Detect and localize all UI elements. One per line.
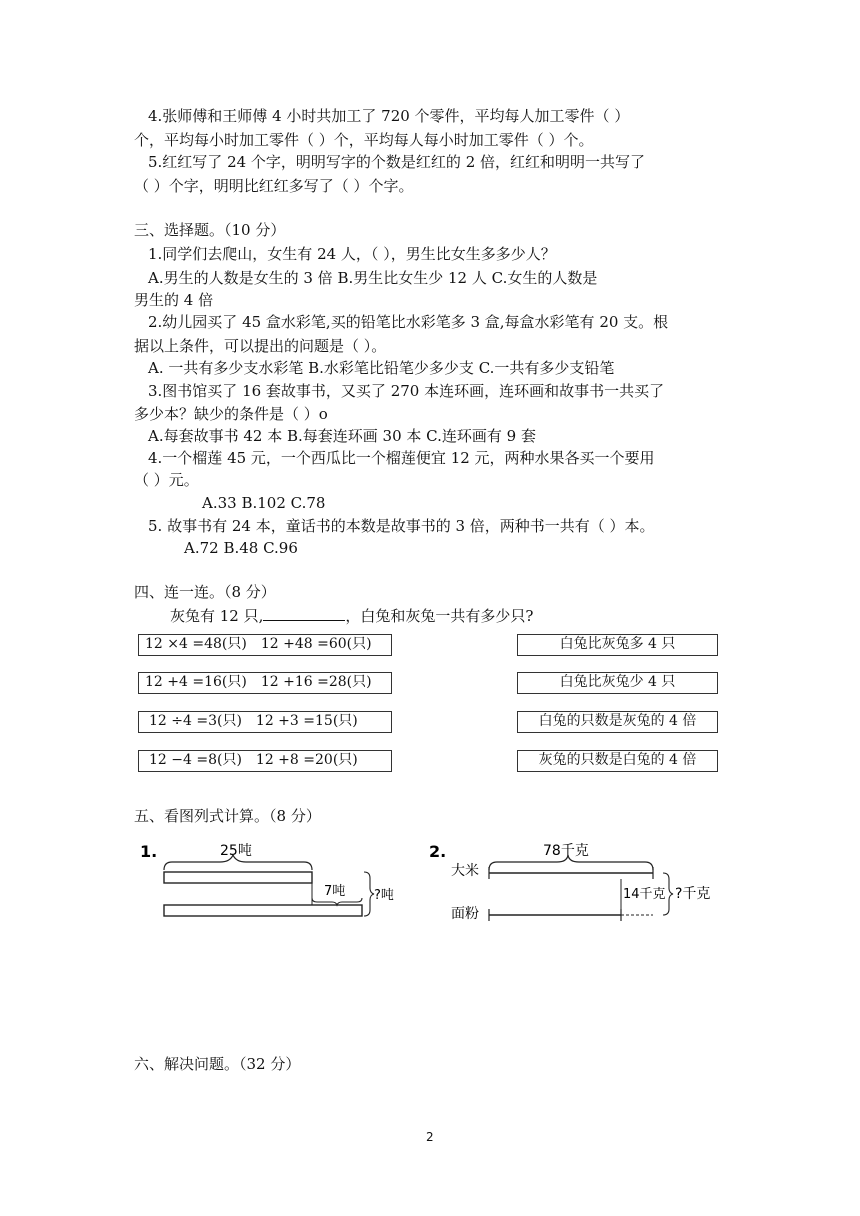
s3-q5-options: A.72 B.48 C.96 — [184, 539, 298, 557]
section4-title: 四、连一连。（8 分） — [134, 583, 276, 601]
diagram-1 — [130, 835, 410, 930]
expr-box-4[interactable] — [138, 750, 392, 772]
section5-title: 五、看图列式计算。（8 分） — [134, 807, 321, 825]
d1-bar-bottom — [164, 905, 362, 916]
d1-number: 1. — [140, 842, 158, 861]
s3-q1: 1.同学们去爬山，女生有 24 人，（ ），男生比女生多多少人？ — [148, 245, 556, 263]
q4-line2: 个，平均每小时加工零件（ ）个，平均每人每小时加工零件（ ）个。 — [134, 131, 594, 149]
expr-box-1[interactable] — [138, 634, 392, 656]
d2-row2-label: 面粉 — [451, 906, 479, 922]
expr-2b: 12 +16 =28(只) — [260, 674, 372, 690]
d1-diff-brace — [312, 898, 362, 905]
s3-q4: 4.一个榴莲 45 元，一个西瓜比一个榴莲便宜 12 元，两种水果各买一个要用 — [148, 449, 655, 467]
expr-box-3[interactable] — [138, 711, 392, 733]
expr-box-2[interactable] — [138, 672, 392, 694]
d2-total-label: ?千克 — [675, 886, 711, 902]
page-number: 2 — [426, 1130, 434, 1144]
statement-box-4[interactable]: 灰兔的只数是白兔的 4 倍 — [517, 750, 718, 772]
s3-q1-options: A.男生的人数是女生的 3 倍 B.男生比女生少 12 人 C.女生的人数是 — [148, 269, 598, 287]
diagram-2 — [425, 835, 725, 930]
s3-q2-options: A. 一共有多少支水彩笔 B.水彩笔比铅笔少多少支 C.一共有多少支铅笔 — [148, 359, 615, 377]
expr-4a: 12 −4 =8(只) — [149, 752, 242, 768]
statement-box-3[interactable]: 白兔的只数是灰兔的 4 倍 — [517, 711, 718, 733]
statement-box-1[interactable]: 白兔比灰兔多 4 只 — [517, 634, 718, 656]
q5-line2: （ ）个字，明明比红红多写了（ ）个字。 — [134, 177, 414, 195]
expr-1b: 12 +48 =60(只) — [260, 636, 372, 652]
statement-box-2[interactable]: 白兔比灰兔少 4 只 — [517, 672, 718, 694]
d2-number: 2. — [429, 842, 447, 861]
d2-top-label: 78千克 — [543, 843, 589, 859]
d1-top-label: 25吨 — [220, 843, 252, 859]
s4-question-post: ，白兔和灰兔一共有多少只? — [345, 607, 534, 625]
s3-q5: 5. 故事书有 24 本，童话书的本数是故事书的 3 倍，两种书一共有（ ）本。 — [148, 517, 655, 535]
expr-4b: 12 +8 =20(只) — [255, 752, 358, 768]
s3-q2-cont: 据以上条件，可以提出的问题是（ ）。 — [134, 337, 387, 355]
q4-line1: 4.张师傅和王师傅 4 小时共加工了 720 个零件，平均每人加工零件（ ） — [148, 107, 630, 125]
s4-question-pre: 灰兔有 12 只, — [170, 607, 264, 625]
s3-q3-options: A.每套故事书 42 本 B.每套连环画 30 本 C.连环画有 9 套 — [148, 427, 536, 445]
section6-title: 六、解决问题。（32 分） — [134, 1055, 301, 1073]
s3-q4-options: A.33 B.102 C.78 — [202, 494, 326, 512]
q5-line1: 5.红红写了 24 个字，明明写字的个数是红红的 2 倍，红红和明明一共写了 — [148, 153, 646, 171]
s3-q3-cont: 多少本？缺少的条件是（ ）o — [134, 405, 328, 423]
d1-right-brace — [364, 872, 374, 916]
d1-diff-label: 7吨 — [324, 884, 346, 899]
expr-1a: 12 ×4 =48(只) — [145, 636, 247, 652]
s3-q3: 3.图书馆买了 16 套故事书，又买了 270 本连环画，连环画和故事书一共买了 — [148, 382, 665, 400]
answer-blank — [263, 606, 345, 621]
d1-bar-top — [164, 872, 312, 883]
expr-2a: 12 +4 =16(只) — [145, 674, 247, 690]
s4-question — [170, 606, 533, 626]
d1-total-label: ?吨 — [374, 888, 394, 903]
s3-q4-cont: （ ）元。 — [134, 471, 199, 489]
expr-3b: 12 +3 =15(只) — [255, 713, 358, 729]
d2-diff-label: 14千克 — [623, 887, 666, 902]
d2-row1-label: 大米 — [451, 863, 479, 879]
expr-3a: 12 ÷4 =3(只) — [149, 713, 242, 729]
section3-title: 三、选择题。（10 分） — [134, 221, 286, 239]
s3-q2: 2.幼儿园买了 45 盒水彩笔,买的铅笔比水彩笔多 3 盒,每盒水彩笔有 20 支。根 — [148, 313, 669, 331]
s3-q1-options-cont: 男生的 4 倍 — [134, 291, 214, 309]
